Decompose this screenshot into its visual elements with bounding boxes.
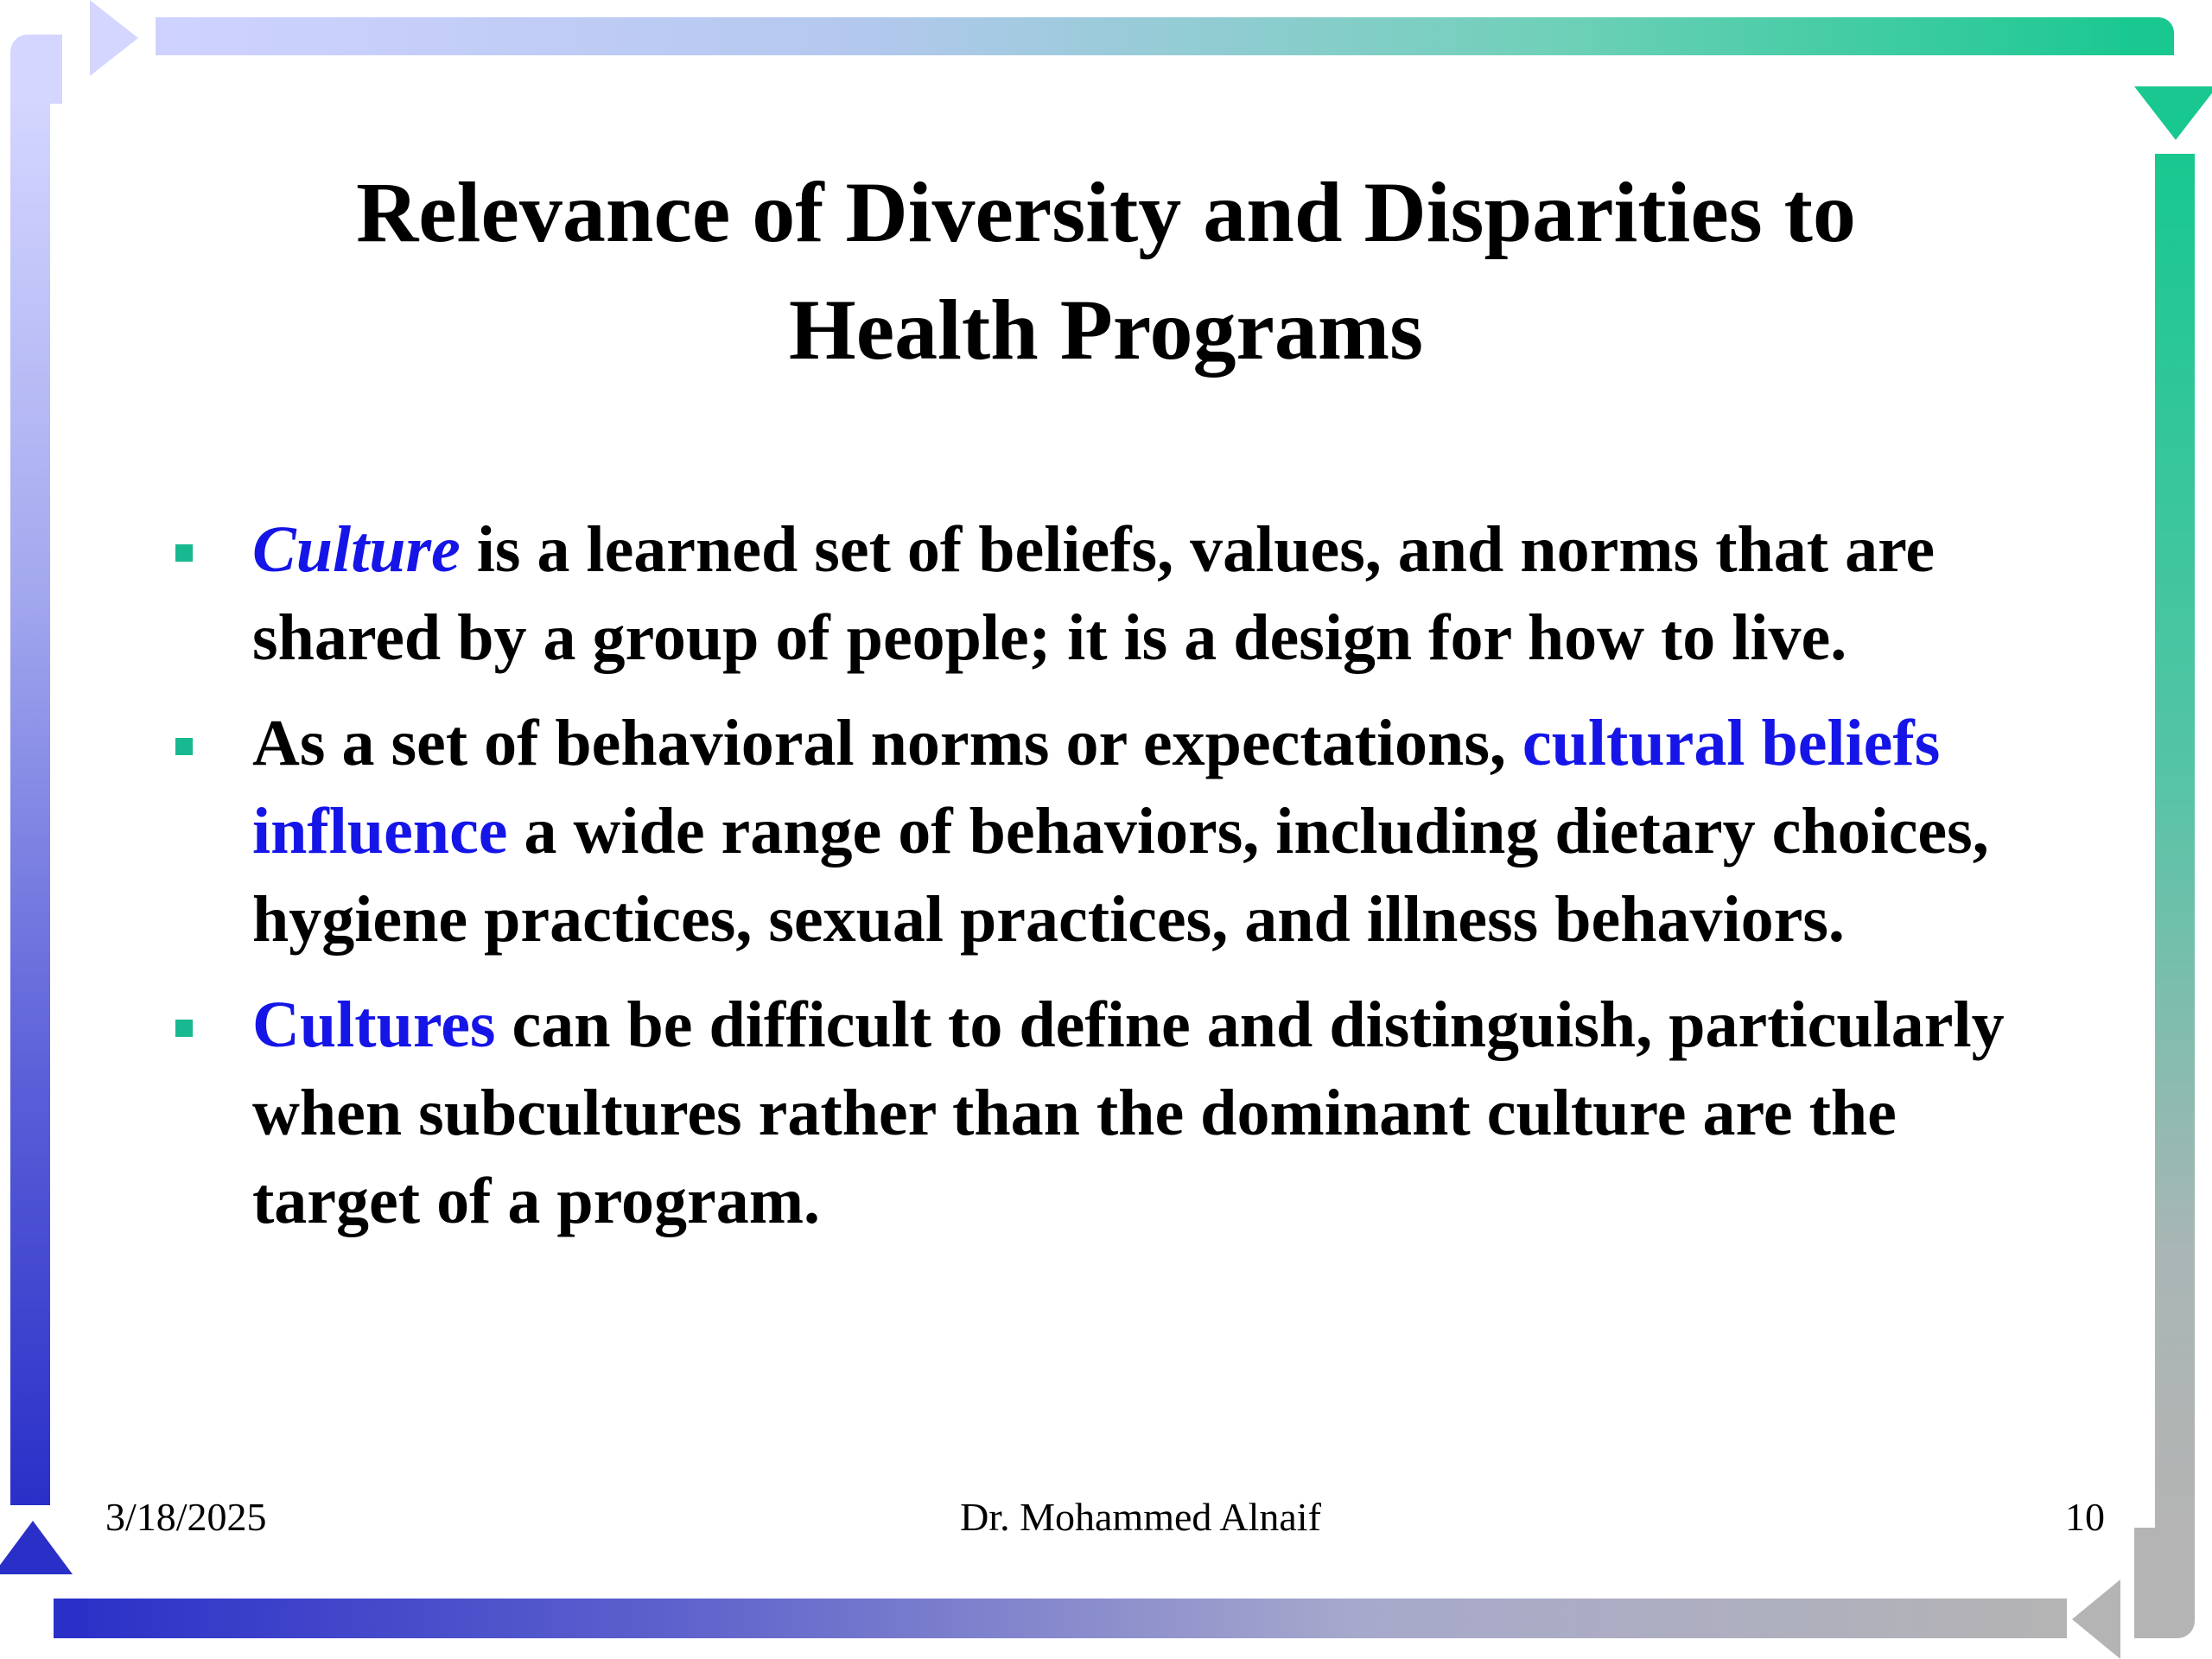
bullet-highlight: Culture [252, 513, 461, 586]
footer-author: Dr. Mohammed Alnaif [960, 1495, 1321, 1539]
footer-page-number: 10 [2065, 1495, 2105, 1539]
arrow-down-icon [2134, 86, 2212, 140]
bullet-item-culture [156, 505, 2048, 682]
footer-date: 3/18/2025 [105, 1495, 267, 1539]
bullet-text: is a learned set of beliefs, values, and norms that are shared by a group of people; it is a design for how to live. [252, 513, 1936, 674]
arrow-left-icon [2072, 1580, 2120, 1659]
bullet-text-before: As a set of behavioral norms or expectations, [252, 707, 1522, 779]
arrow-right-icon [90, 0, 138, 76]
frame-corner-bottom-left [54, 1599, 88, 1638]
frame-bottom-bar [54, 1599, 2067, 1638]
frame-corner-top-left [10, 35, 62, 104]
bullet-text: can be difficult to define and distinguish, particularly when subcultures rather than the dominant culture are the target of a program. [252, 988, 2005, 1237]
slide-title-line-2: Health Programs [788, 282, 1424, 378]
bullet-highlight: Cultures [252, 988, 496, 1061]
bullet-highlight: cultural beliefs influence [252, 707, 1941, 868]
frame-top-bar [156, 17, 2152, 55]
frame-right-bar [2155, 154, 2195, 1528]
frame-left-bar [10, 97, 50, 1505]
slide-title-line-1: Relevance of Diversity and Disparities to [356, 164, 1856, 260]
square-bullet-icon [175, 1020, 193, 1037]
slide-title [156, 154, 2056, 389]
bullet-item-cultures [156, 981, 2048, 1245]
frame-corner-bottom-right [2134, 1528, 2195, 1638]
bullet-list [156, 505, 2048, 1262]
bullet-item-behavioral-norms [156, 699, 2048, 963]
square-bullet-icon [175, 544, 193, 562]
frame-corner-top-right [2122, 17, 2174, 55]
square-bullet-icon [175, 738, 193, 755]
bullet-text-after: a wide range of behaviors, including dietary choices, hygiene practices, sexual practices, and illness behaviors. [252, 795, 1989, 956]
